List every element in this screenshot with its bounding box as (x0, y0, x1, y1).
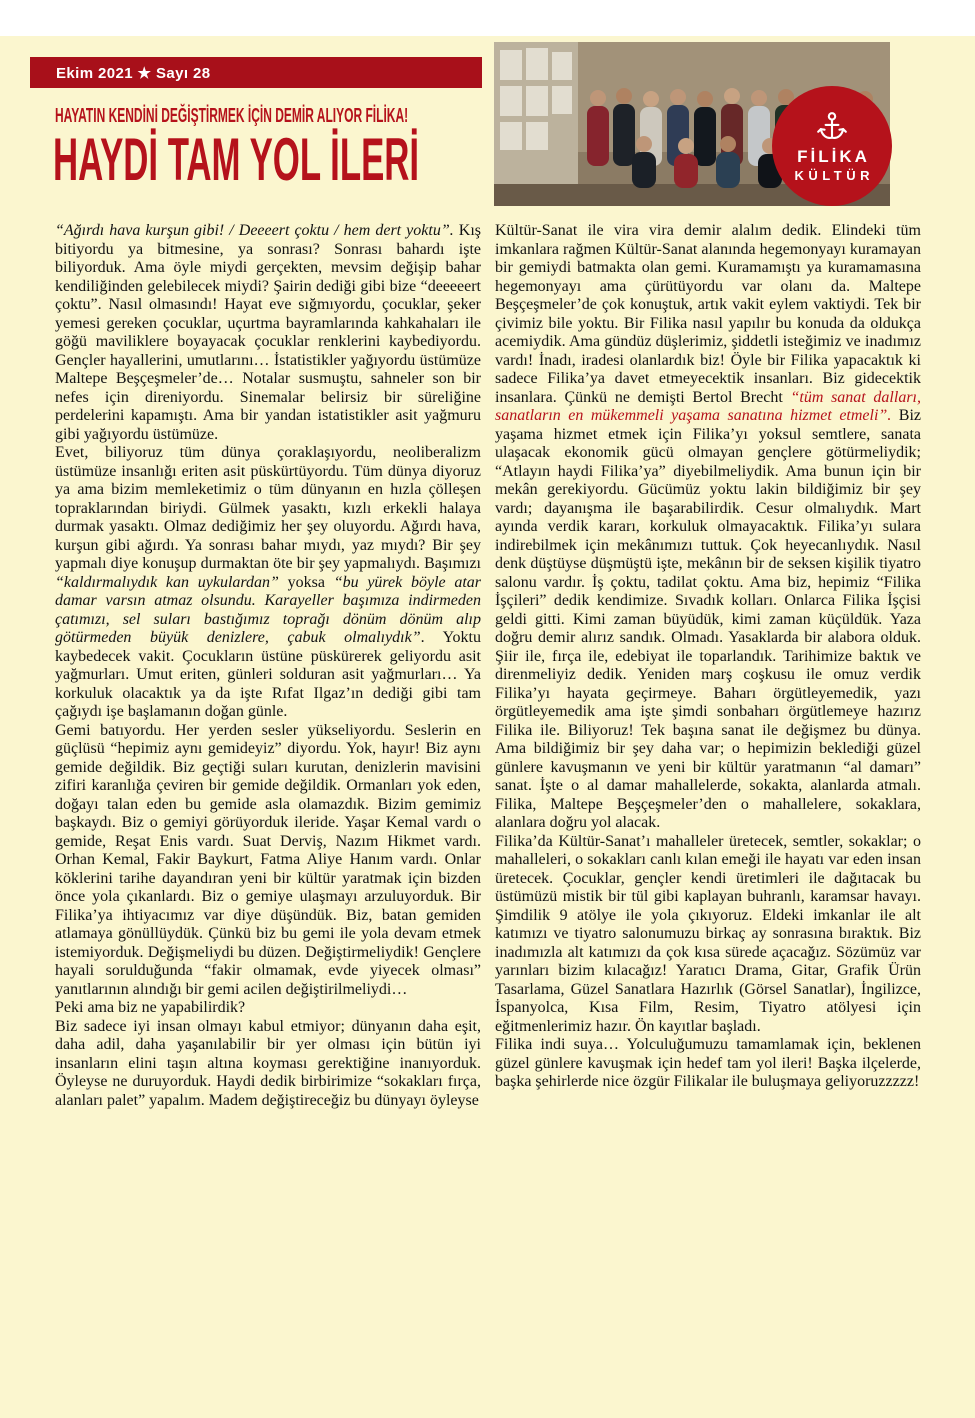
kicker-text: HAYATIN KENDİNİ DEĞİŞTİRMEK İÇİN DEMİR ALIYOR FİLİKA! (55, 105, 409, 127)
kicker (55, 106, 644, 126)
page-top-margin (0, 0, 975, 36)
article-column-right (495, 222, 921, 1110)
page-title (53, 126, 684, 193)
article-paragraph: Filika indi suya… Yolculuğumuzu tamamlamak için, beklenen güzel günlere kavuşmak için hedef tam yol ileri! Başka ilçelerde, başka şehirlerde nice özgür Filikalar ile buluşmaya geliyoruzzzzz! (495, 1036, 921, 1090)
article-paragraph: “Ağırdı hava kurşun gibi! / Deeeert çoktu / hem dert yoktu”. Kış bitiyordu ya bitmesine, ya sonrası? Sonrası bahardı işte biliyorduk. Ama öyle miydi gerçekten, mevsim değişip bahar kendiliğinden gelebilecek miydi? Şairin dediği gibi bize “deeeeert çoktu”. Nasıl olmasındı! Hayat eve sığmıyordu, çocuklar, şeker yemesi gereken çocuklar, uçurtma bayramlarında kahkahaları ile göğü maviliklere boyayacak çocuklar renklerini kaybediyordu. Gençler hayallerini, umutlarını… İstatistikler yağıyordu üstümüze Maltepe Beşçeşmeler’de… Notalar susmuştu, sahneler son bir nefes için direniyordu. Sinemalar belirsiz bir süreliğine perdelerini kapamıştı. Ama bir yandan istatistikler asit yağmuru gibi yağıyordu üstümüze. (55, 222, 481, 443)
article-column-left (55, 222, 481, 1110)
article-paragraph: Kültür-Sanat ile vira vira demir alalım dedik. Elindeki tüm imkanlara rağmen Kültür-Sanat alanında hegemonyayı kuramayan bir gemiydi batmakta olan gemi. Kuramamıştı ya kuramamasına hegemonyayı ama çürütüyordu var olanı da. Maltepe Beşçeşmeler’de çok konuştuk, artık vakit eylem vaktiydi. Tek bir çivimiz bile yoktu. Bir Filika nasıl yapılır bu konuda da oldukça acemiydik. Ama gündüz düşlerimiz, şiddetli isteğimiz ve inadımız vardı! İnadı, iradesi olanlardık biz! Öyle bir Filika yapacaktık ki sadece Filika’ya davet etmeyecektik insanları. Biz gidecektik insanlara. Çünkü ne demişti Bertol Brecht “tüm sanat dalları, sanatların en mükemmeli yaşama sanatına hizmet etmeli”. Biz yaşama hizmet etmek için Filika’yı yoksul semtlere, sanata ulaşacak ekonomik gücü olmayan gençlere götürmeliydik; “Atlayın haydi Filika’ya” diyebilmeliydik. Ama bunun için bir mekân gerekiyordu. Gücümüz yoktu lakin bildiğimiz bir şey vardı; dayanışma ile başarabilirdik. Cesur olmalıydık. Mart ayında verdik kararı, korkuluk olmayacaktık. Filika’yı sulara indirebilmek için mekânımızı tuttuk. Çok heyecanlıydık. Nasıl denk düştüyse düşmüştü işte, mekânın bir de seksen kişilik tiyatro salonu vardır. İş çoktu, tadilat çoktu. Ama biz, hepimiz “Filika İşçileri” dedik kendimize. Sıvadık kolları. Onlarca Filika İşçisi geldi gitti. Kimi zaman büyüdük, kimi zaman küçüldük. Yaza doğru demir alırız sandık. Olmadı. Yasaklarda bir alabora olduk. Şiir ile, fırça ile, edebiyat ile toparlandık. Tarihimize baktık ve direnmeliyiz dedik. Yeniden marş coşkusu ile omuz verdik Filika’yı hayata geçirmeye. Baharı örgütleyemedik, yazı örgütleyemedik ama işte şimdi sonbaharı örgütlemeye hazırız Filika ile. Biliyoruz! Tek başına sanat ile değişmez bu dünya. Ama bildiğimiz bir şey daha var; o hepimizin beklediği güzel günlere kavuşmanın ve yeni bir kültür yaratmanın “al damarı” sanat. İşte o al damar mahallelerde, sokakta, alanlarda atmalı. Filika, Maltepe Beşçeşmeler’den o mahallelere, sokaklara, alanlara doğru yol alacak. (495, 222, 922, 831)
page-title-text: HAYDİ TAM YOL İLERİ (53, 126, 420, 193)
logo-wordmark-line1: FİLİKA (797, 146, 870, 166)
article-paragraph: Evet, biliyoruz tüm dünya çoraklaşıyordu, neoliberalizm üstümüze insanlığı eriten asit püskürtüyordu. Tüm dünya diyoruz ya ama bizim memleketimiz o tüm dünyanın en hızla çölleşen topraklarından biriydi. Gülmek yasaktı, kızlı erkekli halaya durmak yasaktı. Olmaz dediğimiz her şey oluyordu. Ağırdı hava, kurşun gibi ağırdı. Ya sonrası bahar mıydı, yaz mıydı? Bir şey yapmalı diye konuşup durmaktan öte bir şey yapmalıydı. Başımızı “kaldırmalıydık kan uykulardan” yoksa “bu yürek böyle atar damar varsın atmaz olsundu. Karayeller başımıza indirmeden çatımızı, sel suları bastığımız toprağı dönüm dönüm alıp götürmeden büyük denizlere, çabuk olmalıydık”. Yoktu kaybedecek vakit. Çocukların üstüne püskürerek geliyordu asit yağmurları. Umut eriten, günleri solduran asit yağmurları… Ya korkuluk olacaktık ya da işte Rıfat Ilgaz’ın dediği gibi tam çağıydı işe başlamanın doğan günle. (55, 444, 482, 720)
anchor-icon (815, 110, 849, 144)
article-body (55, 222, 921, 1110)
issue-bar (30, 57, 482, 88)
filika-kultur-logo (772, 86, 892, 206)
article-paragraph: Filika’da Kültür-Sanat’ı mahalleler üretecek, semtler, sokaklar; o mahalleleri, o sokakları canlı kılan emeği ile hayatı var eden insan üretecek. Çocuklar, gençler kendi üretimleri ile dağıtacak bu üstümüzü mistik bir tül gibi kaplayan buhranlı, karamsar havayı. Şimdilik 9 atölye ile yola çıkıyoruz. Eldeki imkanlar ile alt katımızı ve tiyatro salonumuzu birkaç ay sonrasına bıraktık. Biz inadımızla alt katımızı da çok kısa sürede açacağız. Sözümüz var yarınları bizim kılacağız! Yaratıcı Drama, Gitar, Grafik Ürün Tasarlama, Güzel Sanatlara Hazırlık (Görsel Sanatlar), İngilizce, İspanyolca, Kısa Film, Resim, Tiyatro atölyesi için eğitmenlerimiz hazır. Ön kayıtlar başladı. (495, 832, 921, 1035)
article-paragraph: Biz sadece iyi insan olmayı kabul etmiyor; dünyanın daha eşit, daha adil, daha yaşanılabilir bir yer olması için bütün iyi insanların elini taşın altına koyması gerektiğine inanıyorduk. Öyleyse ne duruyorduk. Haydi dedik birbirimize “sokakları fırça, alanları palet” yapalım. Madem değiştireceğiz bu dünyayı öyleyse (55, 1017, 481, 1109)
issue-label: Ekim 2021 ★ Sayı 28 (56, 64, 211, 82)
logo-wordmark-line2: KÜLTÜR (794, 167, 874, 183)
article-paragraph: Gemi batıyordu. Her yerden sesler yükseliyordu. Seslerin en güçlüsü “hepimiz aynı gemideyiz” diyordu. Yok, hayır! Biz aynı gemide değildik. Biz geçtiği suları kurutan, denizlerin mavisini zifiri karanlığa çeviren bir gemide değildik. Ormanları yok eden, doğayı talan eden bu gemide asla olamazdık. Bizim gemimiz başkaydı. Biz o gemiyi görüyorduk ileride. Yaşar Kemal vardı o gemide, Reşat Enis vardı. Suat Derviş, Nazım Hikmet vardı. Orhan Kemal, Fakir Baykurt, Fatma Aliye Hanım vardı. Onlar köklerini tarihe dayandıran yeni bir kültür yaratmak için bizden önce yola çıkanlardı. Biz o gemiye ulaşmayı arzuluyorduk. Bir Filika’ya ihtiyacımız var diye düşündük. Biz, batan gemiden atlamaya gönüllüydük. Çünkü biz bu gemi ile yola devam etmek istemiyorduk. Değişmeliydi bu düzen. Değiştirmeliydik! Gençlere hayali sorulduğunda “fakir olmamak, evde yiyecek olması” yanıtlarının alındığı bir gemi acilen değiştirilmeliydi… (55, 721, 481, 998)
article-paragraph: Peki ama biz ne yapabilirdik? (55, 999, 246, 1016)
